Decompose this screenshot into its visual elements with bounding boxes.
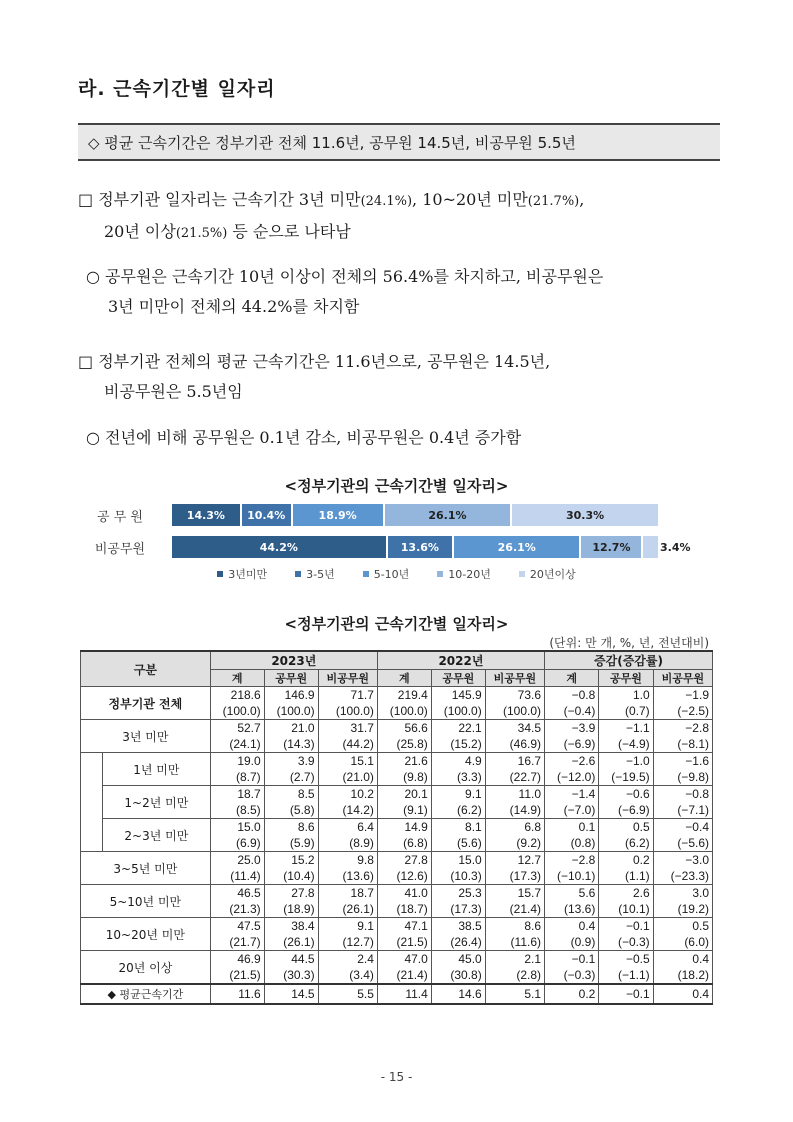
- percent-cell: (24.1): [210, 736, 264, 753]
- value-cell: −3.9: [545, 720, 599, 737]
- percent-cell: (2.7): [264, 769, 318, 786]
- value-cell: 0.4: [545, 918, 599, 935]
- value-cell: 2.1: [485, 951, 544, 968]
- avg-row-label: ◆ 평균근속기간: [81, 984, 211, 1004]
- legend-item: [295, 566, 335, 582]
- percent-cell: (21.4): [377, 967, 431, 984]
- value-cell: 16.7: [485, 753, 544, 770]
- value-cell: 38.5: [431, 918, 485, 935]
- value-cell: 21.6: [377, 753, 431, 770]
- value-cell: 15.1: [318, 753, 377, 770]
- value-cell: 4.9: [431, 753, 485, 770]
- value-cell: 27.8: [264, 885, 318, 902]
- value-cell: 15.0: [210, 819, 264, 836]
- text: (21.5%): [175, 226, 228, 241]
- value-cell: −1.4: [545, 786, 599, 803]
- value-cell: −1.6: [653, 753, 712, 770]
- percent-cell: (17.3): [431, 901, 485, 918]
- percent-cell: (100.0): [377, 703, 431, 720]
- paragraph-1: [78, 185, 728, 249]
- subheader-cell: 공무원: [264, 670, 318, 687]
- percent-cell: (19.2): [653, 901, 712, 918]
- text: (21.7%): [527, 194, 580, 209]
- value-cell: −1.1: [599, 720, 653, 737]
- percent-cell: (21.5): [210, 967, 264, 984]
- section-heading: 라. 근속기간별 일자리: [78, 78, 276, 100]
- subheader-cell: 계: [545, 670, 599, 687]
- bar-track: [172, 536, 692, 558]
- value-cell: −2.6: [545, 753, 599, 770]
- table-row: [81, 852, 713, 869]
- value-cell: 31.7: [318, 720, 377, 737]
- bar-row: [0, 536, 793, 558]
- text: 20년 이상: [104, 222, 176, 241]
- value-cell: 11.0: [485, 786, 544, 803]
- percent-cell: (100.0): [264, 703, 318, 720]
- percent-cell: (10.1): [599, 901, 653, 918]
- percent-cell: (9.2): [485, 835, 544, 852]
- percent-cell: (21.5): [377, 934, 431, 951]
- value-cell: −0.5: [599, 951, 653, 968]
- value-cell: 1.0: [599, 687, 653, 704]
- value-cell: 73.6: [485, 687, 544, 704]
- value-cell: 6.8: [485, 819, 544, 836]
- text: , 10~20년 미만: [412, 190, 528, 209]
- subheader-cell: 공무원: [599, 670, 653, 687]
- percent-cell: (−23.3): [653, 868, 712, 885]
- value-cell: 47.1: [377, 918, 431, 935]
- avg-value-cell: 14.6: [431, 984, 485, 1004]
- paragraph-1-line-1: [78, 185, 728, 217]
- bar-category-label: 비공무원: [94, 542, 146, 557]
- percent-cell: (30.8): [431, 967, 485, 984]
- value-cell: 5.6: [545, 885, 599, 902]
- legend-label: 20년이상: [529, 568, 576, 581]
- percent-cell: (18.9): [264, 901, 318, 918]
- value-cell: 0.2: [599, 852, 653, 869]
- percent-cell: (14.2): [318, 802, 377, 819]
- percent-cell: (6.2): [431, 802, 485, 819]
- legend-label: 5-10년: [373, 568, 410, 581]
- table-row: [81, 951, 713, 968]
- header-2022: 2022년: [377, 651, 544, 670]
- bar-segment: [172, 536, 388, 558]
- percent-cell: (6.0): [653, 934, 712, 951]
- row-label: 10~20년 미만: [81, 918, 211, 951]
- value-cell: 25.3: [431, 885, 485, 902]
- subheader-cell: 비공무원: [485, 670, 544, 687]
- row-label: 3~5년 미만: [81, 852, 211, 885]
- tenure-table: [80, 650, 713, 1005]
- bar-value-label: 26.1%: [428, 508, 467, 522]
- value-cell: 20.1: [377, 786, 431, 803]
- percent-cell: (13.6): [545, 901, 599, 918]
- paragraph-2-line-1: ○ 공무원은 근속기간 10년 이상이 전체의 56.4%를 차지하고, 비공무원은: [86, 267, 604, 286]
- avg-value-cell: 0.2: [545, 984, 599, 1004]
- subheader-cell: 계: [377, 670, 431, 687]
- percent-cell: (3.4): [318, 967, 377, 984]
- value-cell: 9.1: [431, 786, 485, 803]
- value-cell: 47.5: [210, 918, 264, 935]
- indent-spacer: [81, 819, 103, 852]
- legend-swatch: [519, 571, 525, 577]
- subheader-cell: 비공무원: [318, 670, 377, 687]
- value-cell: 46.9: [210, 951, 264, 968]
- indent-spacer: [81, 753, 103, 786]
- percent-cell: (100.0): [318, 703, 377, 720]
- value-cell: 41.0: [377, 885, 431, 902]
- value-cell: −0.1: [599, 918, 653, 935]
- avg-value-cell: −0.1: [599, 984, 653, 1004]
- avg-value-cell: 5.5: [318, 984, 377, 1004]
- bar-value-label: 3.4%: [659, 540, 691, 554]
- bar-segment: [643, 536, 691, 558]
- value-cell: 146.9: [264, 687, 318, 704]
- value-cell: −0.8: [653, 786, 712, 803]
- value-cell: −1.9: [653, 687, 712, 704]
- row-label: 2~3년 미만: [103, 819, 211, 852]
- percent-cell: (11.4): [210, 868, 264, 885]
- text: ,: [579, 190, 585, 209]
- percent-cell: (−5.6): [653, 835, 712, 852]
- value-cell: 0.1: [545, 819, 599, 836]
- percent-cell: (−9.8): [653, 769, 712, 786]
- legend-item: [519, 566, 576, 582]
- paragraph-3-line-1: □ 정부기관 전체의 평균 근속기간은 11.6년으로, 공무원은 14.5년,: [78, 352, 551, 371]
- bar-value-label: 44.2%: [259, 540, 298, 554]
- value-cell: 34.5: [485, 720, 544, 737]
- bar-segment: [385, 504, 512, 526]
- value-cell: −0.6: [599, 786, 653, 803]
- legend-item: [437, 566, 491, 582]
- bar-segment: [388, 536, 454, 558]
- percent-cell: (22.7): [485, 769, 544, 786]
- percent-cell: (30.3): [264, 967, 318, 984]
- value-cell: 8.5: [264, 786, 318, 803]
- row-label: 1년 미만: [103, 753, 211, 786]
- header-2023: 2023년: [210, 651, 377, 670]
- value-cell: 2.6: [599, 885, 653, 902]
- percent-cell: (21.7): [210, 934, 264, 951]
- value-cell: 6.4: [318, 819, 377, 836]
- table-row: [81, 753, 713, 770]
- subheader-cell: 공무원: [431, 670, 485, 687]
- percent-cell: (44.2): [318, 736, 377, 753]
- percent-cell: (−10.1): [545, 868, 599, 885]
- value-cell: 52.7: [210, 720, 264, 737]
- percent-cell: (−6.9): [545, 736, 599, 753]
- value-cell: 45.0: [431, 951, 485, 968]
- bar-value-label: 10.4%: [247, 508, 286, 522]
- value-cell: 27.8: [377, 852, 431, 869]
- bar-row: [0, 504, 793, 526]
- percent-cell: (−0.4): [545, 703, 599, 720]
- bar-category-label: 공 무 원: [97, 510, 143, 525]
- legend-label: 3-5년: [306, 568, 335, 581]
- paragraph-2-line-2: 3년 미만이 전체의 44.2%를 차지함: [108, 297, 360, 316]
- text: 등 순으로 나타남: [227, 222, 351, 241]
- percent-cell: (−7.1): [653, 802, 712, 819]
- value-cell: 47.0: [377, 951, 431, 968]
- chart-title: <정부기관의 근속기간별 일자리>: [284, 477, 509, 495]
- percent-cell: (−7.0): [545, 802, 599, 819]
- percent-cell: (5.9): [264, 835, 318, 852]
- row-label: 1~2년 미만: [103, 786, 211, 819]
- legend-label: 3년미만: [228, 568, 268, 581]
- value-cell: 38.4: [264, 918, 318, 935]
- value-cell: 9.1: [318, 918, 377, 935]
- percent-cell: (5.8): [264, 802, 318, 819]
- value-cell: 46.5: [210, 885, 264, 902]
- percent-cell: (12.6): [377, 868, 431, 885]
- value-cell: 3.9: [264, 753, 318, 770]
- value-cell: −3.0: [653, 852, 712, 869]
- percent-cell: (6.2): [599, 835, 653, 852]
- paragraph-4: [86, 423, 726, 453]
- percent-cell: (−6.9): [599, 802, 653, 819]
- legend-swatch: [437, 571, 443, 577]
- paragraph-1-line-2: [78, 217, 728, 249]
- value-cell: 71.7: [318, 687, 377, 704]
- legend-swatch: [217, 571, 223, 577]
- bar-value-label: 13.6%: [400, 540, 439, 554]
- table-row: [81, 819, 713, 836]
- value-cell: 44.5: [264, 951, 318, 968]
- value-cell: 15.2: [264, 852, 318, 869]
- text: □ 정부기관 일자리는 근속기간 3년 미만: [78, 190, 361, 209]
- value-cell: 0.5: [599, 819, 653, 836]
- row-label: 정부기관 전체: [81, 687, 211, 720]
- percent-cell: (100.0): [485, 703, 544, 720]
- page-number: - 15 -: [380, 1070, 413, 1084]
- value-cell: −1.0: [599, 753, 653, 770]
- percent-cell: (12.7): [318, 934, 377, 951]
- value-cell: −2.8: [653, 720, 712, 737]
- value-cell: 21.0: [264, 720, 318, 737]
- percent-cell: (21.4): [485, 901, 544, 918]
- value-cell: 145.9: [431, 687, 485, 704]
- paragraph-3: [78, 347, 728, 407]
- row-label: 3년 미만: [81, 720, 211, 753]
- percent-cell: (21.3): [210, 901, 264, 918]
- percent-cell: (26.1): [318, 901, 377, 918]
- value-cell: 219.4: [377, 687, 431, 704]
- value-cell: 25.0: [210, 852, 264, 869]
- percent-cell: (1.1): [599, 868, 653, 885]
- value-cell: 12.7: [485, 852, 544, 869]
- bar-segment: [512, 504, 660, 526]
- bar-value-label: 18.9%: [318, 508, 357, 522]
- percent-cell: (−4.9): [599, 736, 653, 753]
- legend-item: [363, 566, 410, 582]
- value-cell: −0.8: [545, 687, 599, 704]
- percent-cell: (25.8): [377, 736, 431, 753]
- percent-cell: (−0.3): [599, 934, 653, 951]
- value-cell: 56.6: [377, 720, 431, 737]
- summary-text: ◇ 평균 근속기간은 정부기관 전체 11.6년, 공무원 14.5년, 비공무원 5.5년: [88, 133, 576, 152]
- paragraph-2: [86, 262, 726, 322]
- value-cell: −0.4: [653, 819, 712, 836]
- percent-cell: (9.1): [377, 802, 431, 819]
- bar-value-label: 14.3%: [186, 508, 225, 522]
- percent-cell: (21.0): [318, 769, 377, 786]
- header-change: 증감(증감률): [545, 651, 713, 670]
- legend-label: 10-20년: [448, 568, 491, 581]
- table-row: [81, 786, 713, 803]
- value-cell: 19.0: [210, 753, 264, 770]
- table-row: [81, 918, 713, 935]
- percent-cell: (2.8): [485, 967, 544, 984]
- value-cell: 0.4: [653, 951, 712, 968]
- percent-cell: (46.9): [485, 736, 544, 753]
- percent-cell: (26.4): [431, 934, 485, 951]
- percent-cell: (−12.0): [545, 769, 599, 786]
- value-cell: 18.7: [318, 885, 377, 902]
- table-title: <정부기관의 근속기간별 일자리>: [284, 615, 509, 633]
- text: (24.1%): [360, 194, 413, 209]
- percent-cell: (0.8): [545, 835, 599, 852]
- row-label: 5~10년 미만: [81, 885, 211, 918]
- percent-cell: (3.3): [431, 769, 485, 786]
- legend-item: [217, 566, 267, 582]
- subheader-cell: 계: [210, 670, 264, 687]
- percent-cell: (−8.1): [653, 736, 712, 753]
- percent-cell: (−1.1): [599, 967, 653, 984]
- percent-cell: (−2.5): [653, 703, 712, 720]
- bar-track: [172, 504, 692, 526]
- bar-segment: [293, 504, 385, 526]
- percent-cell: (10.4): [264, 868, 318, 885]
- percent-cell: (8.7): [210, 769, 264, 786]
- percent-cell: (13.6): [318, 868, 377, 885]
- avg-value-cell: 14.5: [264, 984, 318, 1004]
- table-row: [81, 687, 713, 704]
- percent-cell: (6.9): [210, 835, 264, 852]
- value-cell: 2.4: [318, 951, 377, 968]
- value-cell: 9.8: [318, 852, 377, 869]
- paragraph-3-line-2: 비공무원은 5.5년임: [104, 382, 243, 401]
- legend-swatch: [295, 571, 301, 577]
- value-cell: −2.8: [545, 852, 599, 869]
- percent-cell: (18.7): [377, 901, 431, 918]
- percent-cell: (6.8): [377, 835, 431, 852]
- percent-cell: (8.5): [210, 802, 264, 819]
- bar-segment: [242, 504, 293, 526]
- value-cell: 15.7: [485, 885, 544, 902]
- table-row: [81, 720, 713, 737]
- percent-cell: (26.1): [264, 934, 318, 951]
- indent-spacer: [81, 786, 103, 819]
- row-label: 20년 이상: [81, 951, 211, 985]
- subheader-cell: 비공무원: [653, 670, 712, 687]
- bar-segment: [454, 536, 581, 558]
- percent-cell: (−0.3): [545, 967, 599, 984]
- percent-cell: (10.3): [431, 868, 485, 885]
- value-cell: 218.6: [210, 687, 264, 704]
- value-cell: 14.9: [377, 819, 431, 836]
- percent-cell: (11.6): [485, 934, 544, 951]
- percent-cell: (9.8): [377, 769, 431, 786]
- percent-cell: (17.3): [485, 868, 544, 885]
- value-cell: 22.1: [431, 720, 485, 737]
- bar-value-label: 30.3%: [565, 508, 605, 522]
- percent-cell: (14.3): [264, 736, 318, 753]
- header-group: 구분: [81, 651, 211, 687]
- value-cell: 18.7: [210, 786, 264, 803]
- percent-cell: (100.0): [431, 703, 485, 720]
- value-cell: 8.6: [264, 819, 318, 836]
- chart-legend: [0, 566, 793, 582]
- value-cell: 0.5: [653, 918, 712, 935]
- bar-value-label: 26.1%: [497, 540, 536, 554]
- table-row: [81, 885, 713, 902]
- percent-cell: (15.2): [431, 736, 485, 753]
- percent-cell: (18.2): [653, 967, 712, 984]
- value-cell: 8.6: [485, 918, 544, 935]
- bar-segment: [581, 536, 643, 558]
- value-cell: 10.2: [318, 786, 377, 803]
- percent-cell: (100.0): [210, 703, 264, 720]
- bar-segment: [172, 504, 242, 526]
- value-cell: 8.1: [431, 819, 485, 836]
- avg-row: [81, 984, 713, 1004]
- percent-cell: (8.9): [318, 835, 377, 852]
- bar-value-label: 12.7%: [592, 540, 631, 554]
- percent-cell: (5.6): [431, 835, 485, 852]
- summary-box: [78, 123, 720, 161]
- value-cell: 3.0: [653, 885, 712, 902]
- percent-cell: (0.7): [599, 703, 653, 720]
- percent-cell: (14.9): [485, 802, 544, 819]
- value-cell: −0.1: [545, 951, 599, 968]
- percent-cell: (0.9): [545, 934, 599, 951]
- avg-value-cell: 0.4: [653, 984, 712, 1004]
- paragraph-4-line-1: ○ 전년에 비해 공무원은 0.1년 감소, 비공무원은 0.4년 증가함: [86, 428, 522, 447]
- table-unit: (단위: 만 개, %, 년, 전년대비): [549, 636, 709, 650]
- avg-value-cell: 11.6: [210, 984, 264, 1004]
- avg-value-cell: 11.4: [377, 984, 431, 1004]
- value-cell: 15.0: [431, 852, 485, 869]
- percent-cell: (−19.5): [599, 769, 653, 786]
- avg-value-cell: 5.1: [485, 984, 544, 1004]
- legend-swatch: [363, 571, 369, 577]
